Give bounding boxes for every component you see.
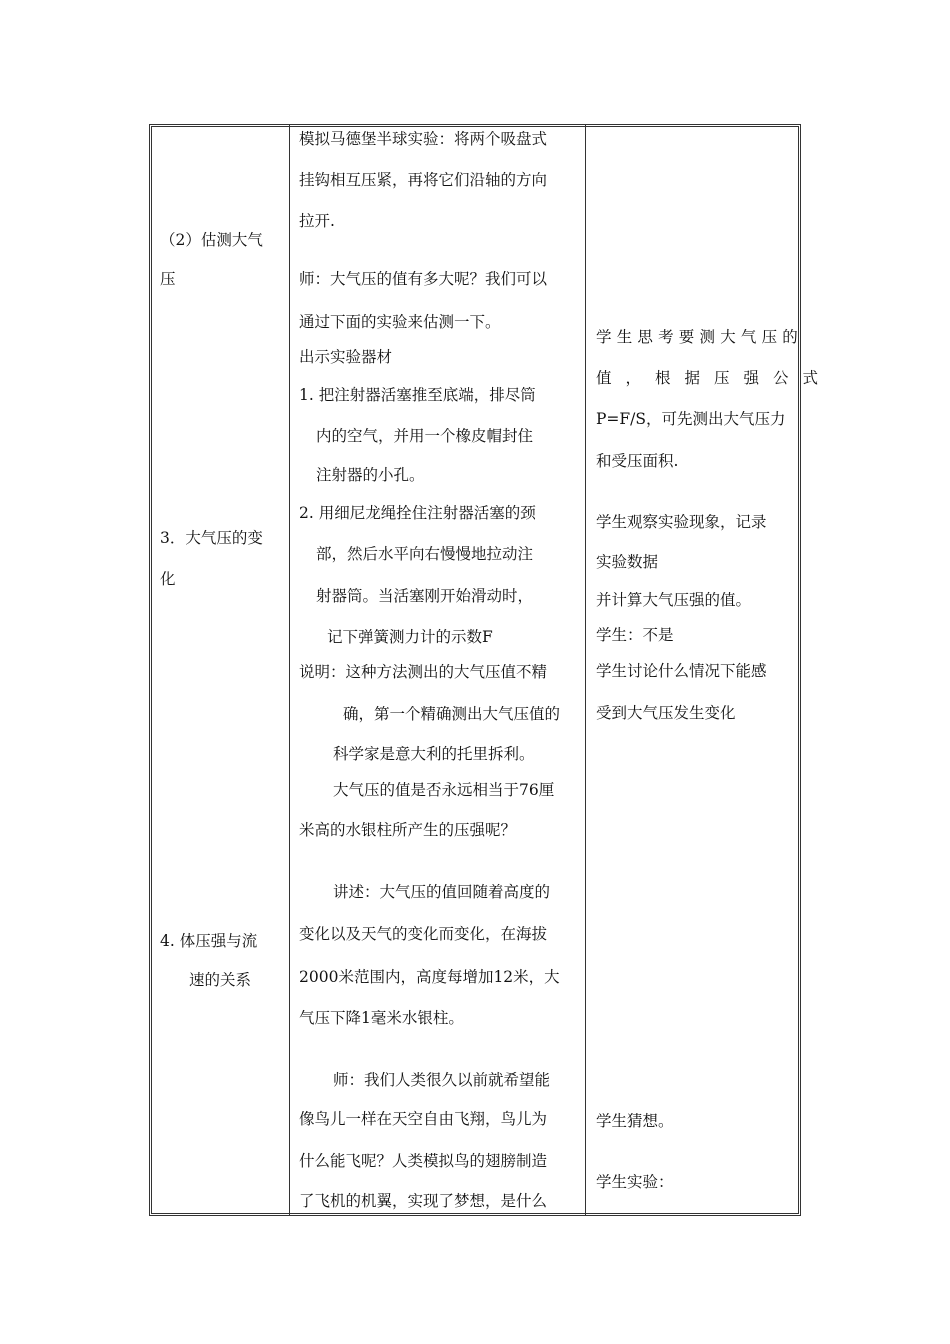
section-heading-estimate: （2）估测大气 bbox=[160, 231, 263, 249]
text-line: 出示实验器材 bbox=[299, 348, 393, 366]
text-line: 气压下降1毫米水银柱。 bbox=[299, 1009, 464, 1027]
column-divider-1 bbox=[289, 124, 290, 1216]
section-heading-change: 3．大气压的变 bbox=[160, 529, 263, 547]
section-heading-change-cont: 化 bbox=[160, 570, 176, 588]
text-line: 学生猜想。 bbox=[596, 1112, 674, 1130]
text-line: 学生实验： bbox=[596, 1173, 674, 1191]
text-line: 米高的水银柱所产生的压强呢？ bbox=[299, 821, 517, 839]
text-line: 模拟马德堡半球实验：将两个吸盘式 bbox=[299, 130, 548, 148]
text-line: 拉开. bbox=[299, 212, 335, 230]
text-line: 注射器的小孔。 bbox=[316, 466, 425, 484]
text-line: 值，根据压强公式 bbox=[596, 369, 833, 387]
text-line: 和受压面积. bbox=[596, 452, 679, 470]
text-line: 学生：不是 bbox=[596, 626, 674, 644]
text-line: 部，然后水平向右慢慢地拉动注 bbox=[316, 545, 534, 563]
text-line: 挂钩相互压紧，再将它们沿轴的方向 bbox=[299, 171, 548, 189]
section-heading-flow-cont: 速的关系 bbox=[189, 971, 252, 989]
text-line: 科学家是意大利的托里拆利。 bbox=[333, 745, 535, 763]
text-line: 受到大气压发生变化 bbox=[596, 704, 736, 722]
text-line: P=F/S，可先测出大气压力 bbox=[596, 410, 786, 428]
text-line: 记下弹簧测力计的示数F bbox=[327, 628, 493, 646]
list-item: 2. 用细尼龙绳拴住注射器活塞的颈 bbox=[299, 504, 536, 522]
section-heading-flow: 4. 体压强与流 bbox=[160, 932, 258, 950]
text-line: 通过下面的实验来估测一下。 bbox=[299, 313, 501, 331]
text-line: 学生讨论什么情况下能感 bbox=[596, 662, 767, 680]
text-line: 内的空气，并用一个橡皮帽封住 bbox=[316, 427, 534, 445]
text-line: 实验数据 bbox=[596, 553, 659, 571]
section-heading-estimate-cont: 压 bbox=[160, 270, 176, 288]
text-line: 学生观察实验现象，记录 bbox=[596, 513, 767, 531]
text-line: 像鸟儿一样在天空自由飞翔，鸟儿为 bbox=[299, 1110, 548, 1128]
list-item: 1. 把注射器活塞推至底端，排尽筒 bbox=[299, 386, 536, 404]
text-line: 什么能飞呢？人类模拟鸟的翅膀制造 bbox=[299, 1152, 548, 1170]
text-line: 师：大气压的值有多大呢？我们可以 bbox=[299, 270, 548, 288]
text-line: 变化以及天气的变化而变化，在海拔 bbox=[299, 925, 548, 943]
text-line: 确，第一个精确测出大气压值的 bbox=[343, 705, 561, 723]
text-line: 学生思考要测大气压的 bbox=[596, 328, 804, 346]
text-line: 讲述：大气压的值回随着高度的 bbox=[333, 883, 551, 901]
column-divider-2 bbox=[585, 124, 586, 1216]
text-line: 说明：这种方法测出的大气压值不精 bbox=[299, 663, 548, 681]
text-line: 了飞机的机翼，实现了梦想，是什么 bbox=[299, 1192, 548, 1210]
text-line: 射器筒。当活塞刚开始滑动时， bbox=[316, 587, 534, 605]
text-line: 并计算大气压强的值。 bbox=[596, 591, 752, 609]
text-line: 师：我们人类很久以前就希望能 bbox=[333, 1071, 551, 1089]
text-line: 大气压的值是否永远相当于76厘 bbox=[333, 781, 555, 799]
text-line: 2000米范围内，高度每增加12米，大 bbox=[299, 968, 560, 986]
